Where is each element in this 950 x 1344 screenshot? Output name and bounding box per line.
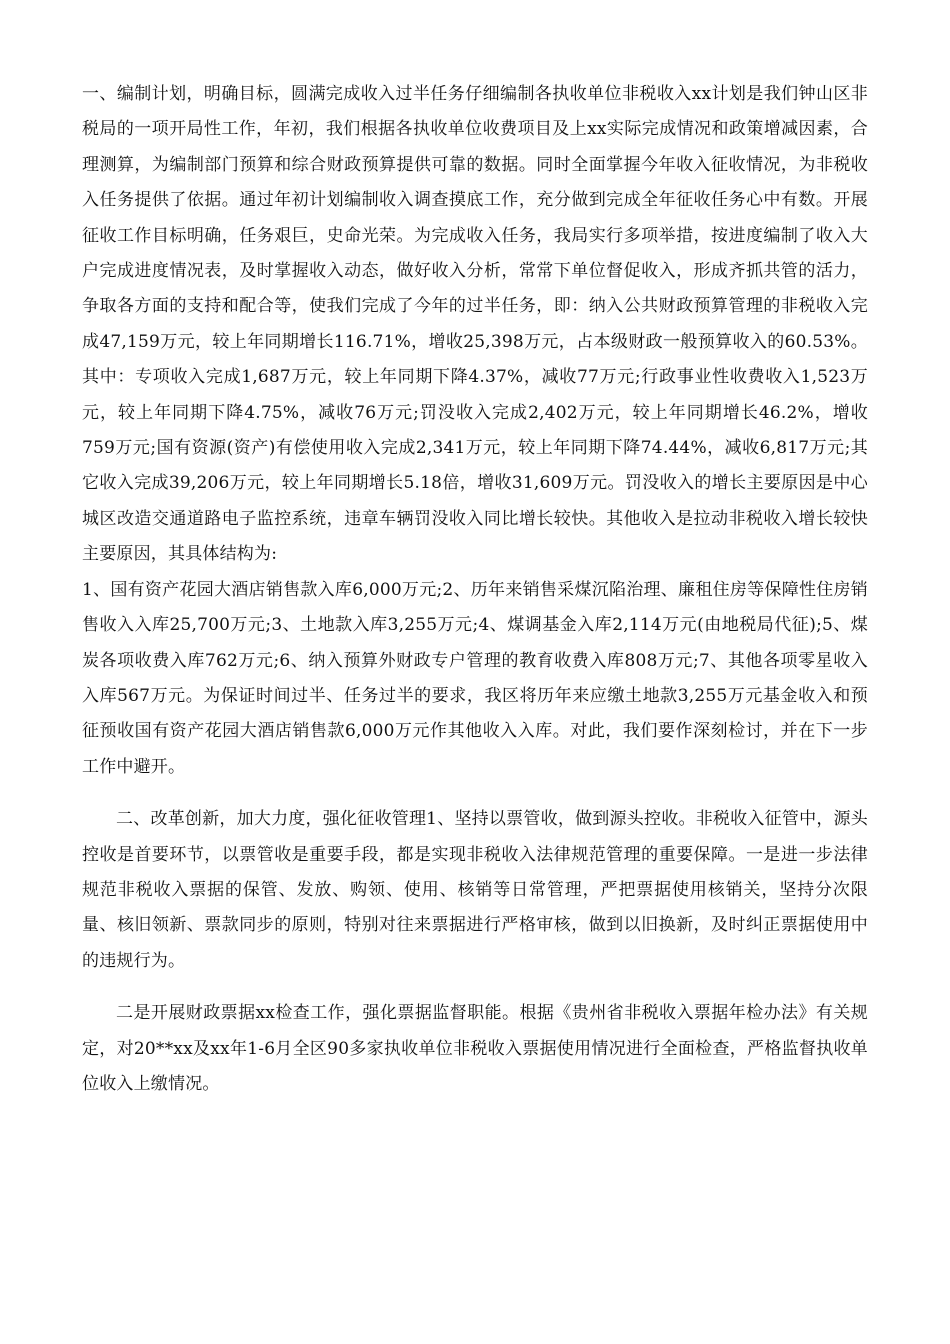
paragraph-3: 二、改革创新，加大力度，强化征收管理1、坚持以票管收，做到源头控收。非税收入征管中，源头控收是首要环节，以票管收是重要手段，都是实现非税收入法律规范管理的重要保障。一是进一步法律规范非税收入票据的保管、发放、购领、使用、核销等日常管理，严把票据使用核销关，坚持分次限量、核旧领新、票款同步的原则，特别对往来票据进行严格审核，做到以旧换新，及时纠正票据使用中的违规行为。 [82, 809, 868, 971]
document-body [82, 77, 868, 1102]
paragraph-4: 二是开展财政票据xx检查工作，强化票据监督职能。根据《贵州省非税收入票据年检办法》有关规定，对20**xx及xx年1-6月全区90多家执收单位非税收入票据使用情况进行全面检查，严格监督执收单位收入上缴情况。 [82, 1003, 868, 1094]
paragraph-1: 一、编制计划，明确目标，圆满完成收入过半任务仔细编制各执收单位非税收入xx计划是我们钟山区非税局的一项开局性工作，年初，我们根据各执收单位收费项目及上xx实际完成情况和政策增减因素，合理测算，为编制部门预算和综合财政预算提供可靠的数据。同时全面掌握今年收入征收情况，为非税收入任务提供了依据。通过年初计划编制收入调查摸底工作，充分做到完成全年征收任务心中有数。开展征收工作目标明确，任务艰巨，史命光荣。为完成收入任务，我局实行多项举措，按进度编制了收入大户完成进度情况表，及时掌握收入动态，做好收入分析，常常下单位督促收入，形成齐抓共管的活力，争取各方面的支持和配合等，使我们完成了今年的过半任务，即：纳入公共财政预算管理的非税收入完成47,159万元，较上年同期增长116.71%，增收25,398万元，占本级财政一般预算收入的60.53%。其中：专项收入完成1,687万元，较上年同期下降4.37%，减收77万元;行政事业性收费收入1,523万元，较上年同期下降4.75%，减收76万元;罚没收入完成2,402万元，较上年同期增长46.2%，增收759万元;国有资源(资产)有偿使用收入完成2,341万元，较上年同期下降74.44%，减收6,817万元;其它收入完成39,206万元，较上年同期增长5.18倍，增收31,609万元。罚没收入的增长主要原因是中心城区改造交通道路电子监控系统，违章车辆罚没收入同比增长较快。其他收入是拉动非税收入增长较快主要原因，其具体结构为: [82, 84, 868, 565]
paragraph-2: 1、国有资产花园大酒店销售款入库6,000万元;2、历年来销售采煤沉陷治理、廉租住房等保障性住房销售收入入库25,700万元;3、土地款入库3,255万元;4、煤调基金入库2,114万元(由地税局代征);5、煤炭各项收费入库762万元;6、纳入预算外财政专户管理的教育收费入库808万元;7、其他各项零星收入入库567万元。为保证时间过半、任务过半的要求，我区将历年来应缴土地款3,255万元基金收入和预征预收国有资产花园大酒店销售款6,000万元作其他收入入库。对此，我们要作深刻检讨，并在下一步工作中避开。 [82, 579, 868, 777]
